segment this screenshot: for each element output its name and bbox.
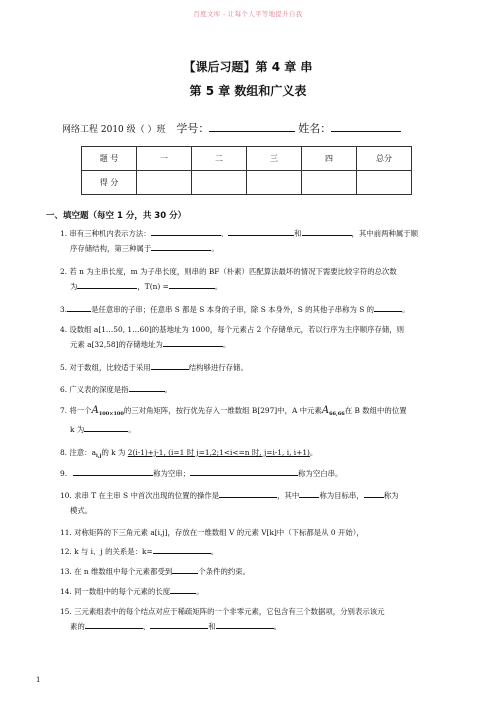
name-label: 姓名： [298,122,332,135]
answer-blank[interactable] [219,488,277,498]
matrix-symbol: A [321,405,330,416]
answer-blank[interactable] [374,302,402,312]
q1-text: 和 [294,229,302,238]
q4-text: 元素 a[32,58]的存储地址为 [70,340,163,349]
q4-text: 4. 设数组 a[1…50, 1…60]的基地址为 1000，每个元素占 2 个存储单元，若以行序为主序顺序存储，则 [60,325,405,334]
page-number: 1 [36,676,41,684]
element-subscript: i,j [95,453,102,459]
question-1 [60,226,452,256]
answer-blank[interactable] [129,382,165,392]
q7-text: 在 B 数组中的位置 [344,406,407,415]
q9-text: 称为空白串。 [298,469,343,478]
score-row-label: 得 分 [82,171,137,195]
q7-text: 。 [128,425,136,434]
q3-text: 是任意串的子串；任意串 S 都是 S 本身的子串，除 S 本身外，S 的其他子串称为 S 的 [91,305,375,314]
q15-text: 和 [208,622,216,631]
name-blank[interactable] [331,121,401,132]
score-table [81,146,412,195]
q15-text: 15. 三元素组表中的每个结点对应于稀疏矩阵的一个非零元素，它包含有三个数据项，分别表示该元 [60,607,385,616]
score-cell[interactable] [192,171,247,195]
question-3 [60,302,452,317]
score-header-cell: 二 [192,147,247,171]
score-cell[interactable] [357,171,412,195]
score-header-cell: 四 [302,147,357,171]
q9-text: 称为空串； [153,469,191,478]
q4-text: 。 [222,340,231,349]
q7-text: k 为 [70,425,85,434]
q1-text: 序存储结构，第三种属于 [70,244,152,253]
answer-blank[interactable] [67,302,91,312]
matrix-subscript: 100×100 [98,411,124,417]
score-table-header-row [82,147,412,171]
title-line-1: 【课后习题】第 4 章 串 [183,60,313,74]
q1-text: 1. 串有三种机内表示方法： [60,229,151,238]
q7-text: 7. 将一个 [60,406,92,415]
answer-blank[interactable] [151,360,189,370]
answer-blank[interactable] [85,619,143,629]
q15-text: 。 [273,622,282,631]
question-15 [60,604,452,634]
q9-text: 9. [60,469,68,478]
question-10 [60,488,452,518]
q10-text: 10. 求串 T 在主串 S 中首次出现的位置的操作是 [60,491,220,500]
q1-text: ，其中前两种属于顺 [351,229,419,238]
q5-text: 5. 对于数组，比较适于采用 [60,363,151,372]
question-8 [60,445,452,464]
question-14 [60,584,452,599]
question-7 [60,403,452,437]
q7-text: 的三对角矩阵，按行优先存入一维数组 B[297]中，A 中元素 [123,406,322,415]
answer-blank[interactable] [150,619,208,629]
q10-text: 称为目标串， [319,491,364,500]
q3-text: 。 [402,305,410,314]
header-watermark: 百度文库 - 让每个人平等地提升自我 [193,10,303,18]
answer-blank[interactable] [216,619,274,629]
answer-blank[interactable] [77,279,137,289]
q10-text: 模式。 [70,506,93,515]
q2-text: ，T(n) = [137,282,169,291]
class-prefix: 网络工程 2010 级（ ）班 [62,125,166,135]
student-no-blank[interactable] [209,121,295,132]
answer-blank[interactable] [364,488,384,498]
matrix-symbol: A [91,405,99,416]
q13-text: 个条件的约束。 [198,567,251,576]
q3-text: 3. [60,305,68,314]
q1-text: 。 [211,244,219,253]
answer-blank[interactable] [169,279,215,289]
q8-text: 的 k 为 [101,448,128,457]
q8-answer: 2(i-1)+j-1, (i=1 时 j=1,2;1<i<=n 时, j=i-1, i, i+1) [127,448,310,457]
score-header-cell: 一 [137,147,192,171]
q2-text: 2. 若 n 为主串长度，m 为子串长度，则串的 BF（朴素）匹配算法最坏的情况下需要比较字符的总次数 [60,267,397,276]
class-info-line [62,120,401,136]
question-9 [60,466,452,481]
q6-text: 6. 广义表的深度是指 [60,385,129,394]
q11-text: 11. 对称矩阵的下三角元素 a[i,j]，存放在一维数组 V 的元素 V[k]中（下标都是从 0 开始）， [60,528,364,537]
question-6 [60,382,452,397]
answer-blank[interactable] [84,422,128,432]
answer-blank[interactable] [228,226,294,236]
student-no-label: 学号： [176,122,210,135]
q2-text: 。 [214,282,223,291]
matrix-subscript: 66,66 [329,411,345,417]
answer-blank[interactable] [190,466,298,476]
score-cell[interactable] [302,171,357,195]
score-cell[interactable] [247,171,302,195]
section-heading-fill-blank: 一、填空题（每空 1 分，共 30 分） [46,211,187,221]
q13-text: 13. 在 n 维数组中每个元素都受到 [60,567,173,576]
q14-text: 14. 同一数组中的每个元素的长度 [60,587,171,596]
answer-blank[interactable] [302,226,352,236]
q10-text: 称为 [383,491,399,500]
question-12 [60,544,452,559]
question-5 [60,360,452,375]
q1-text: 、 [220,229,229,238]
q5-text: 结构够进行存储。 [188,363,248,372]
answer-blank[interactable] [153,544,211,554]
answer-blank[interactable] [170,584,196,594]
q14-text: 。 [196,587,204,596]
q8-text: 8. 注意：a [60,448,96,457]
answer-blank[interactable] [163,337,223,347]
score-header-cell: 题 号 [82,147,137,171]
q15-text: 素的 [70,622,85,631]
question-2 [60,264,452,294]
q10-text: ，其中 [277,491,300,500]
q6-text: 。 [164,385,172,394]
question-11 [60,525,452,540]
score-header-cell: 总分 [357,147,412,171]
answer-blank[interactable] [299,488,319,498]
answer-blank[interactable] [73,466,153,476]
score-table-score-row [82,171,412,195]
score-header-cell: 三 [247,147,302,171]
q15-text: 、 [142,622,151,631]
question-13 [60,564,452,579]
q12-text: 12. k 与 i、j 的关系是：k= [60,547,153,556]
q12-text: 。 [210,547,219,556]
title-line-2: 第 5 章 数组和广义表 [189,84,307,98]
answer-blank[interactable] [151,226,221,236]
answer-blank[interactable] [172,564,198,574]
score-cell[interactable] [137,171,192,195]
q8-text: 。 [309,448,318,457]
answer-blank[interactable] [151,241,211,251]
question-4 [60,322,452,352]
q2-text: 为 [70,282,78,291]
